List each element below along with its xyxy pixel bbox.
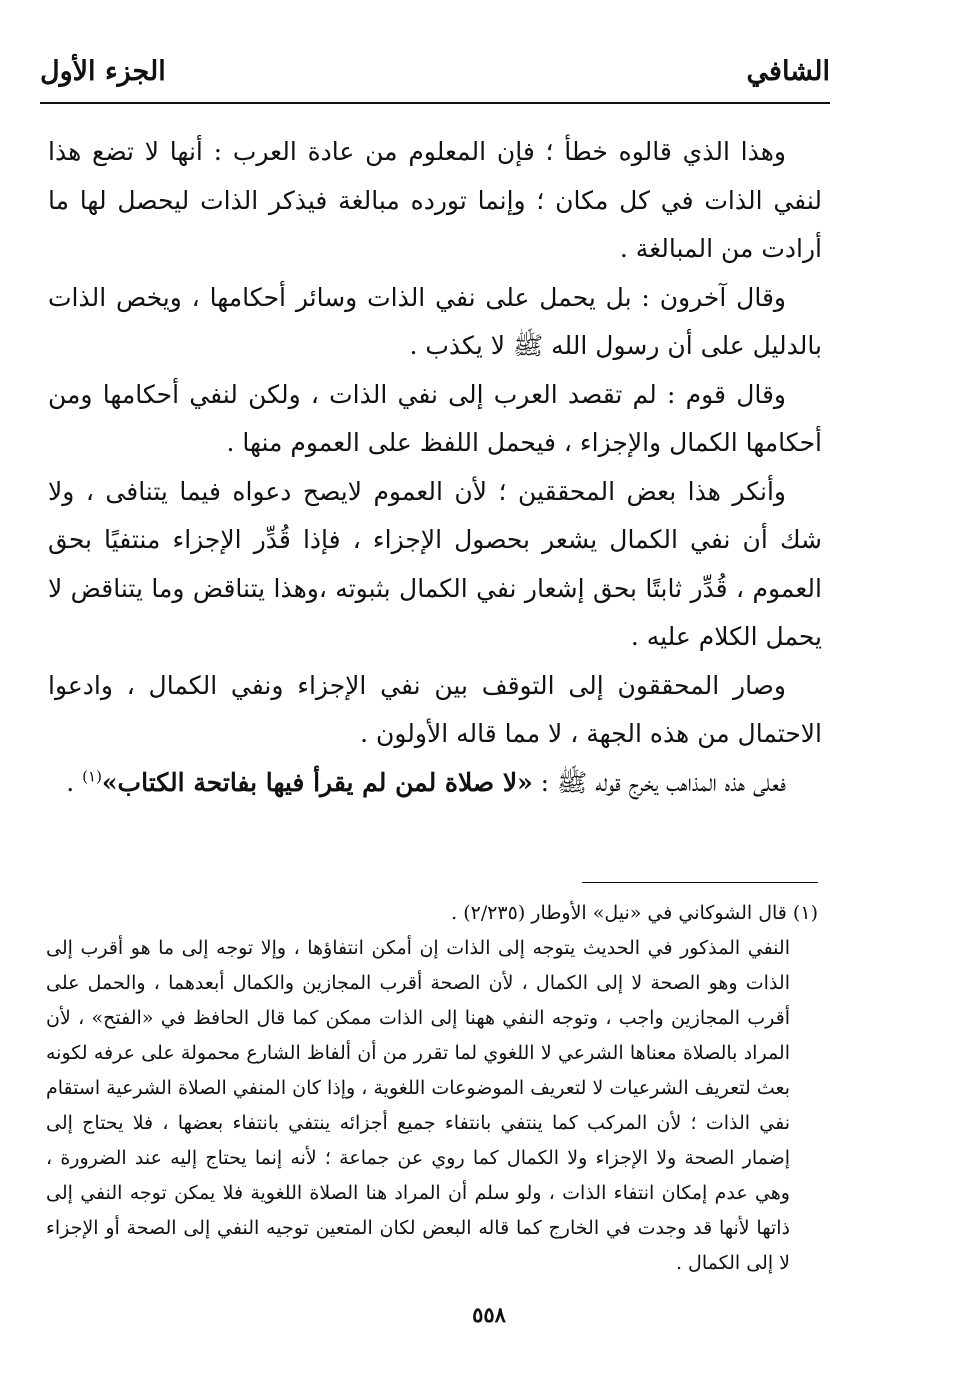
paragraph-6-intro: فعلى هذه المذاهب يخرج قوله ﷺ : <box>532 767 786 797</box>
footnote-separator <box>582 882 818 883</box>
paragraph-6 <box>48 759 822 808</box>
paragraph-6-end: . <box>66 767 83 797</box>
page-number: ٥٥٨ <box>472 1302 506 1327</box>
paragraph-5: وصار المحققون إلى التوقف بين نفي الإجزاء ونفي الكمال ، وادعوا الاحتمال من هذه الجهة ، لا مما قاله الأولون . <box>48 670 822 748</box>
footnote-1-heading: (١) قال الشوكاني في «نيل» الأوطار (٢/٢٣٥) . <box>451 902 818 924</box>
paragraph-4: وأنكر هذا بعض المحققين ؛ لأن العموم لايصح دعواه فيما يتنافى ، ولا شك أن نفي الكمال يشعر بحصول الإجزاء ، فإذا قُدِّر الإجزاء منتفيًا بحق العموم ، قُدِّر ثابتًا بحق إشعار نفي الكمال بثبوته ،وهذا يتناقض وما يتناقض لا يحمل الكلام عليه . <box>48 476 822 651</box>
hadith-quote: «لا صلاة لمن لم يقرأ فيها بفاتحة الكتاب» <box>101 767 533 797</box>
footnote-1-body: النفي المذكور في الحديث يتوجه إلى الذات إن أمكن انتفاؤها ، وإلا توجه إلى ما هو أقرب إلى الذات وهو الصحة لا إلى الكمال ، لأن الصحة أقرب المجازين والكمال أبعدهما ، والحمل على أقرب المجازين واجب ، وتوجه النفي ههنا إلى الذات ممكن كما قال الحافظ في «الفتح» ، لأن المراد بالصلاة معناها الشرعي لا اللغوي لما تقرر من أن ألفاظ الشارع محمولة على عرفه لكونه بعث لتعريف الشرعيات لا لتعريف الموضوعات اللغوية ، وإذا كان المنفي الصلاة الشرعية استقام نفي الذات ؛ لأن المركب كما ينتفي بانتفاء جميع أجزائه ينتفي بانتفاء بعضها ، فلا يحتاج إلى إضمار الصحة ولا الإجزاء ولا الكمال كما روي عن جماعة ؛ لأنه إنما يحتاج إليه عند الضرورة ، وهي عدم إمكان انتفاء الذات ، ولو سلم أن المراد هنا الصلاة اللغوية فلا يمكن توجه النفي إلى ذاتها لأنها قد وجدت في الخارج كما قاله البعض لكان المتعين توجيه النفي إلى الصحة أو الإجزاء لا إلى الكمال . <box>46 937 790 1274</box>
paragraph-2: وقال آخرون : بل يحمل على نفي الذات وسائر أحكامها ، ويخص الذات بالدليل على أن رسول الله ﷺ لا يكذب . <box>48 282 822 360</box>
volume-label: الجزء الأول <box>40 56 166 87</box>
footnotes <box>46 896 818 1281</box>
book-title: الشافي <box>746 56 830 87</box>
header-rule <box>40 102 830 104</box>
paragraph-3: وقال قوم : لم تقصد العرب إلى نفي الذات ، ولكن لنفي أحكامها ومن أحكامها الكمال والإجزاء ، فيحمل اللفظ على العموم منها . <box>48 379 822 457</box>
main-text <box>48 128 822 807</box>
footnote-reference: (١) <box>82 767 102 786</box>
paragraph-1: وهذا الذي قالوه خطأ ؛ فإن المعلوم من عادة العرب : أنها لا تضع هذا لنفي الذات في كل مكان ؛ وإنما تورده مبالغة فيذكر الذات ليحصل لها ما أرادت من المبالغة . <box>48 137 822 263</box>
running-header <box>40 50 830 100</box>
